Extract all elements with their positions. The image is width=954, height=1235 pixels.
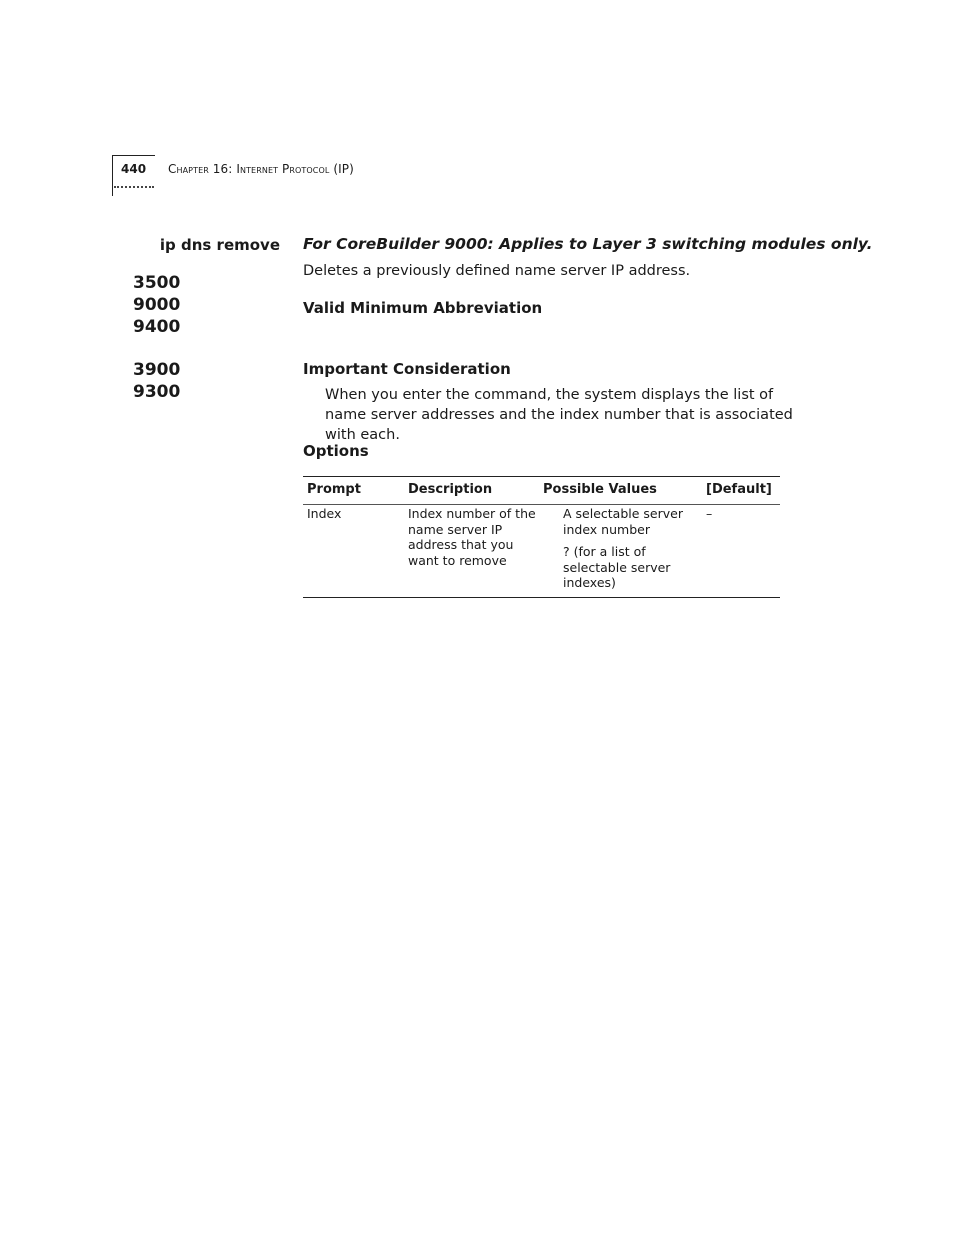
table-header-rule — [303, 504, 780, 505]
applies-note: For CoreBuilder 9000: Applies to Layer 3 switching modules only. — [303, 235, 873, 253]
header-dotted-rule — [114, 186, 154, 190]
platform-9400: 9400 — [133, 317, 181, 337]
abbreviation-heading: Valid Minimum Abbreviation — [303, 299, 543, 317]
platform-3900: 3900 — [133, 360, 181, 380]
platform-9000: 9000 — [133, 295, 181, 315]
chapter-title — [168, 162, 354, 176]
platform-9300: 9300 — [133, 382, 181, 402]
cell-description: Index number of the name server IP address that you want to remove — [408, 506, 536, 568]
consideration-text: When you enter the command, the system displays the list of name server addresses and the index number that is associated with each. — [325, 387, 793, 443]
cell-prompt: Index — [307, 506, 342, 521]
options-table — [303, 476, 780, 598]
command-description: Deletes a previously defined name server IP address. — [303, 263, 691, 279]
platform-3500: 3500 — [133, 273, 181, 293]
cell-value-1: A selectable server index number — [563, 506, 683, 537]
options-heading: Options — [303, 442, 369, 460]
consideration-heading: Important Consideration — [303, 360, 511, 378]
column-header-prompt: Prompt — [307, 482, 361, 497]
table-bottom-rule — [303, 597, 780, 598]
column-header-description: Description — [408, 482, 493, 497]
cell-value-2: ? (for a list of selectable server indexes) — [563, 544, 671, 590]
cell-default: – — [706, 506, 713, 521]
table-top-rule — [303, 476, 780, 477]
chapter-prefix: Chapter 16: — [168, 162, 237, 176]
column-header-default: [Default] — [706, 482, 772, 497]
command-name: ip dns remove — [159, 236, 280, 254]
page-number: 440 — [121, 162, 147, 176]
column-header-possible-values: Possible Values — [543, 482, 657, 497]
chapter-name: Internet Protocol (IP) — [236, 162, 354, 176]
